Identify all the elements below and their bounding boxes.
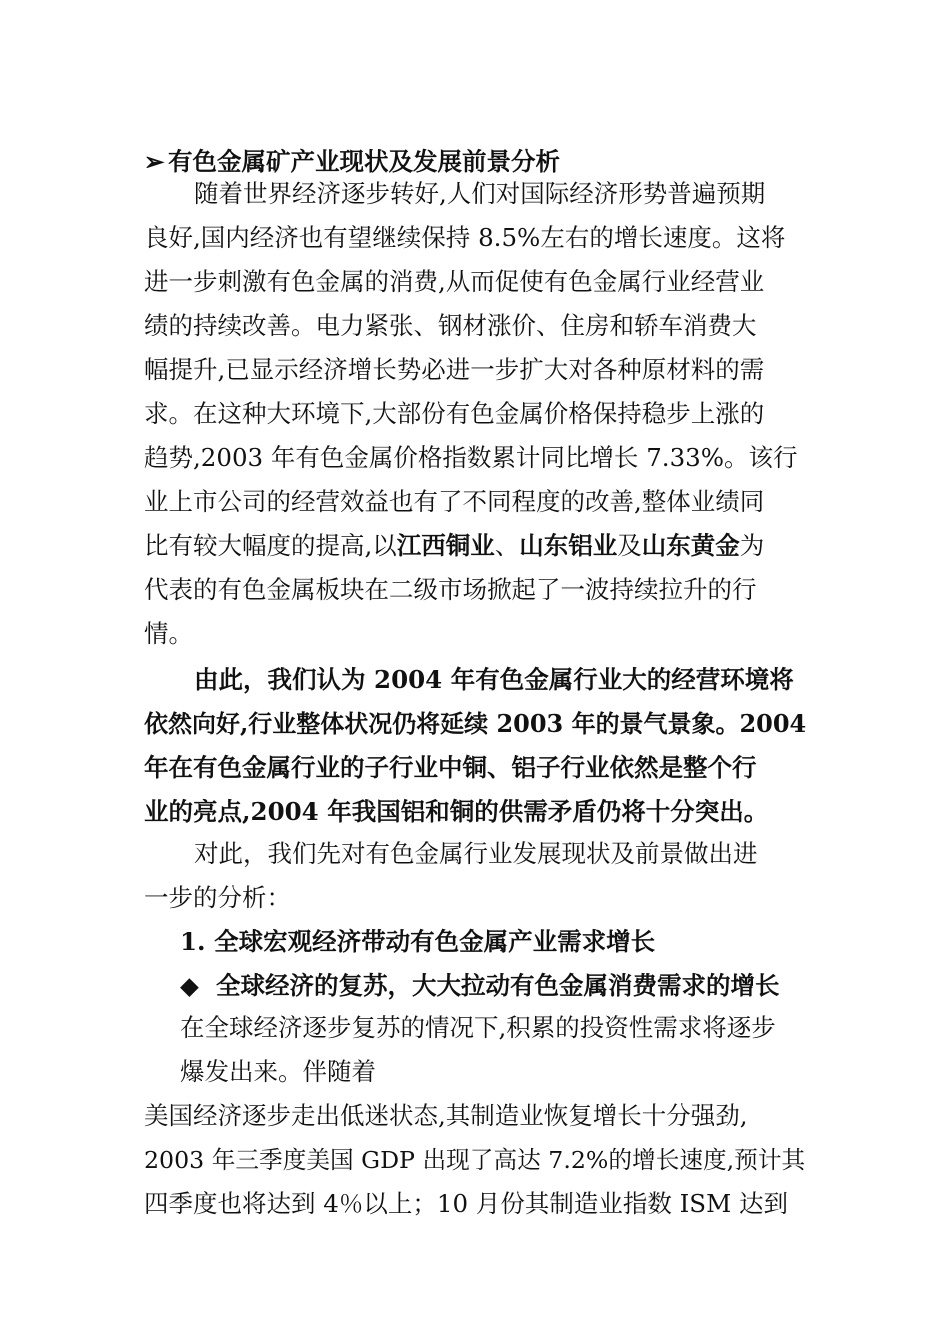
paragraph-line: 依然向好,行业整体状况仍将延续 2003 年的景气景象。2004 bbox=[144, 709, 807, 738]
paragraph-line: 年在有色金属行业的子行业中铜、铝子行业依然是整个行 bbox=[144, 753, 757, 782]
paragraph-line: 良好,国内经济也有望继续保持 8.5%左右的增长速度。这将 bbox=[144, 223, 786, 252]
bullet-text: 全球经济的复苏，大大拉动有色金属消费需求的增长 bbox=[216, 971, 780, 1000]
diamond-bullet-icon: ◆ bbox=[180, 971, 199, 1000]
company-name: 山东铝业 bbox=[519, 531, 618, 560]
paragraph-line: 随着世界经济逐步转好,人们对国际经济形势普遍预期 bbox=[194, 179, 766, 208]
subsection-title: 1. 全球宏观经济带动有色金属产业需求增长 bbox=[180, 927, 656, 956]
paragraph-line: 代表的有色金属板块在二级市场掀起了一波持续拉升的行 bbox=[144, 575, 757, 604]
paragraph-line: 业的亮点,2004 年我国铝和铜的供需矛盾仍将十分突出。 bbox=[144, 797, 769, 826]
line-text: 、 bbox=[494, 531, 520, 560]
section-heading bbox=[144, 146, 560, 178]
paragraph-line: 四季度也将达到 4％以上；10 月份其制造业指数 ISM 达到 bbox=[144, 1189, 788, 1218]
paragraph-line: 绩的持续改善。电力紧张、钢材涨价、住房和轿车消费大 bbox=[144, 311, 757, 340]
line-text: 为 bbox=[739, 531, 765, 560]
arrow-bullet-icon: ➢ bbox=[144, 147, 165, 176]
paragraph-line: 一步的分析： bbox=[144, 883, 291, 912]
line-text: 比有较大幅度的提高,以 bbox=[144, 531, 397, 560]
paragraph-line: 幅提升,已显示经济增长势必进一步扩大对各种原材料的需 bbox=[144, 355, 765, 384]
paragraph-line: 2003 年三季度美国 GDP 出现了高达 7.2%的增长速度,预计其 bbox=[144, 1146, 806, 1174]
paragraph-line: 业上市公司的经营效益也有了不同程度的改善,整体业绩同 bbox=[144, 487, 765, 516]
paragraph-line: 美国经济逐步走出低迷状态,其制造业恢复增长十分强劲, bbox=[144, 1101, 748, 1130]
paragraph-line: 进一步刺激有色金属的消费,从而促使有色金属行业经营业 bbox=[144, 267, 765, 296]
paragraph-line: 求。在这种大环境下,大部份有色金属价格保持稳步上涨的 bbox=[144, 399, 765, 428]
line-text: 及 bbox=[617, 531, 642, 560]
paragraph-line: 对此，我们先对有色金属行业发展现状及前景做出进 bbox=[194, 839, 758, 868]
paragraph-line: 由此，我们认为 2004 年有色金属行业大的经营环境将 bbox=[194, 665, 794, 694]
company-name: 山东黄金 bbox=[641, 531, 740, 560]
company-name: 江西铜业 bbox=[396, 531, 495, 560]
paragraph-line bbox=[144, 530, 764, 562]
paragraph-line: 在全球经济逐步复苏的情况下,积累的投资性需求将逐步 bbox=[180, 1013, 776, 1042]
section-heading-text: 有色金属矿产业现状及发展前景分析 bbox=[168, 147, 560, 176]
bullet-point bbox=[180, 970, 780, 1002]
paragraph-line: 情。 bbox=[144, 619, 193, 648]
paragraph-line: 爆发出来。伴随着 bbox=[180, 1057, 376, 1086]
paragraph-line: 趋势,2003 年有色金属价格指数累计同比增长 7.33%。该行 bbox=[144, 443, 798, 472]
